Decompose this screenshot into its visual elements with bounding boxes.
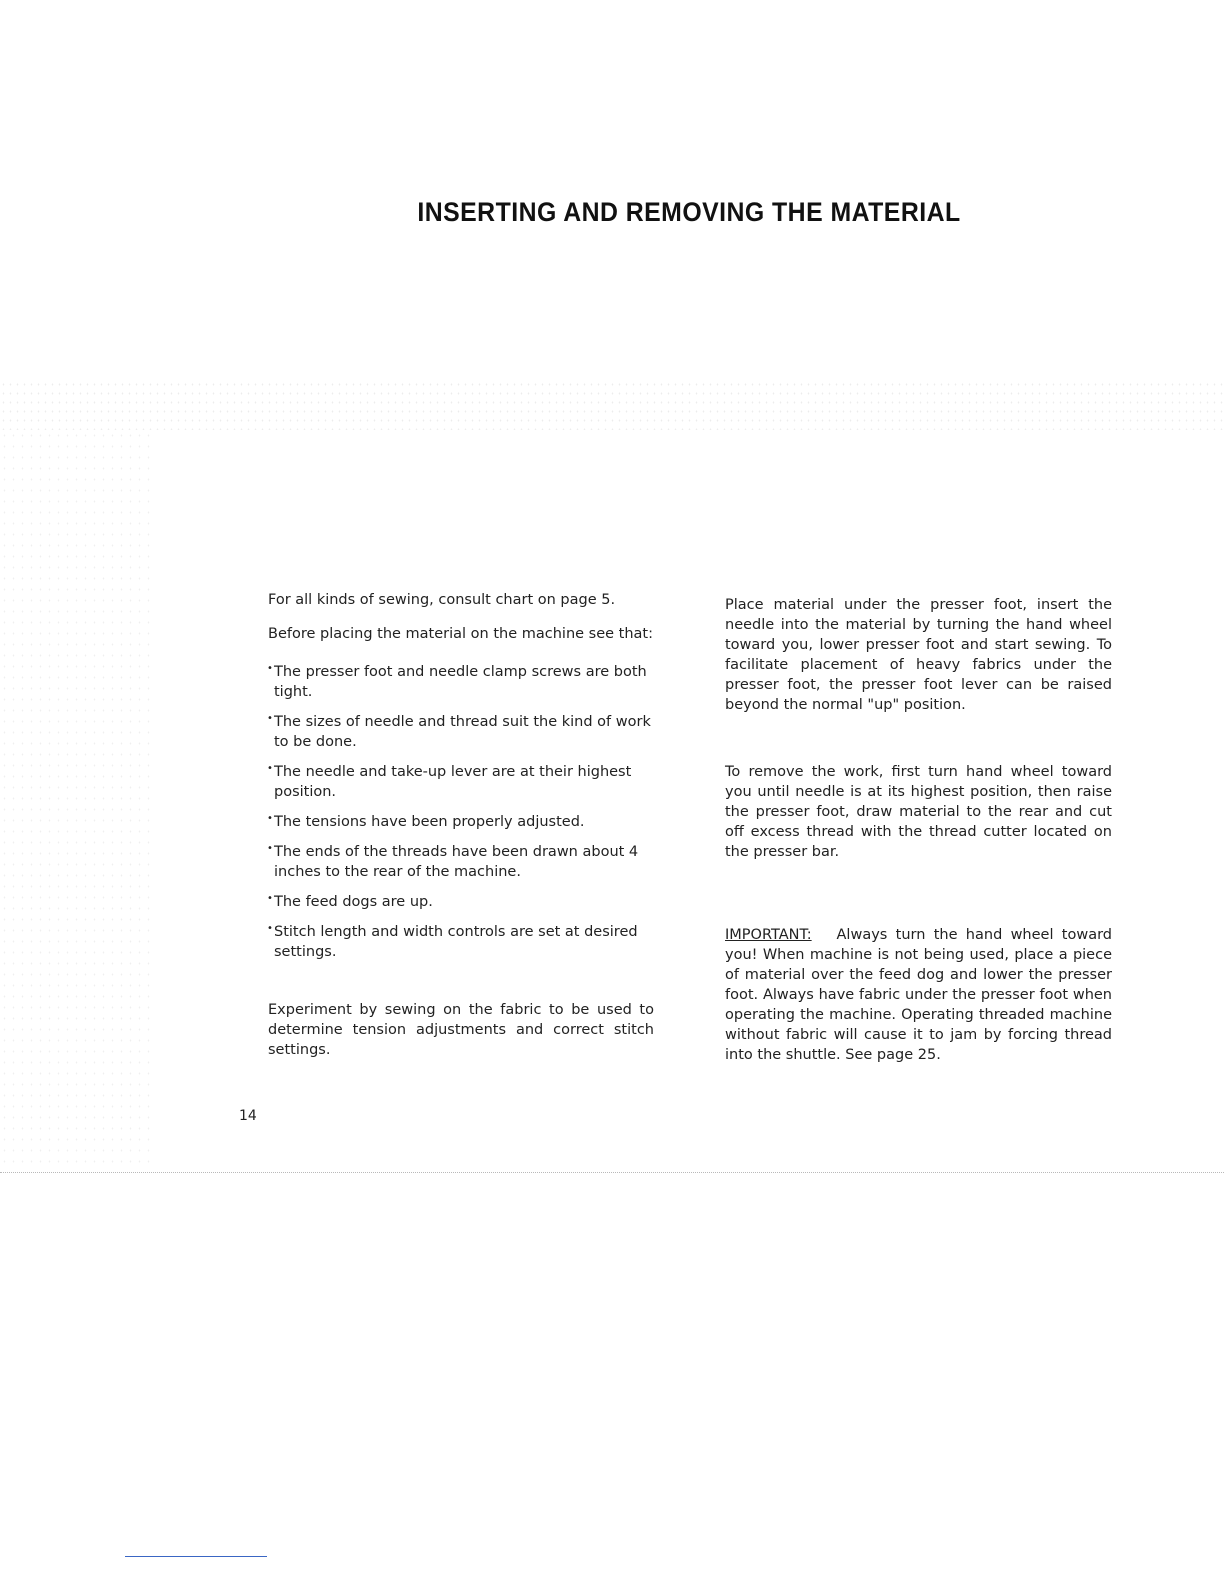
checklist-item-text: The feed dogs are up. — [274, 894, 433, 910]
checklist-item — [268, 842, 654, 882]
checklist-item-text: The ends of the threads have been drawn about 4 inches to the rear of the machine. — [274, 844, 639, 880]
checklist-item — [268, 712, 654, 752]
footer-link-line — [125, 1556, 267, 1557]
left-column — [268, 590, 654, 1060]
bullet-icon: • — [267, 663, 273, 674]
checklist-item — [268, 892, 654, 912]
checklist-item-text: The presser foot and needle clamp screws are both tight. — [274, 664, 647, 700]
bullet-icon: • — [267, 923, 273, 934]
checklist-item — [268, 922, 654, 962]
checklist — [268, 662, 654, 962]
before-placing-paragraph: Before placing the material on the machine see that: — [268, 626, 654, 642]
important-text: Always turn the hand wheel toward you! When machine is not being used, place a piece of material over the feed dog and lower the presser foot. Always have fabric under the presser foot when operating the machine. Operating threaded machine without fabric will cause it to jam by forcing thread into the shuttle. See page 25. — [725, 927, 1112, 1063]
page-title: INSERTING AND REMOVING THE MATERIAL — [417, 197, 961, 227]
important-label: IMPORTANT: — [725, 927, 812, 943]
checklist-item-text: The sizes of needle and thread suit the kind of work to be done. — [274, 714, 651, 750]
removing-paragraph: To remove the work, first turn hand wheel toward you until needle is at its highest position, then raise the presser foot, draw material to the rear and cut off excess thread with the thread cutter located on the presser bar. — [725, 764, 1112, 860]
checklist-item — [268, 662, 654, 702]
placing-paragraph: Place material under the presser foot, insert the needle into the material by turning the hand wheel toward you, lower presser foot and start sewing. To facilitate placement of heavy fabrics under the presser foot, the presser foot lever can be raised beyond the normal "up" position. — [725, 597, 1112, 713]
checklist-item-text: Stitch length and width controls are set at desired settings. — [274, 924, 638, 960]
experiment-paragraph: Experiment by sewing on the fabric to be used to determine tension adjustments and correct stitch settings. — [268, 1002, 654, 1058]
checklist-item-text: The tensions have been properly adjusted. — [274, 814, 585, 830]
page-number: 14 — [239, 1108, 257, 1124]
scan-speckle-top — [0, 380, 1224, 430]
bullet-icon: • — [267, 713, 273, 724]
bullet-icon: • — [267, 893, 273, 904]
scan-speckle-left — [0, 430, 150, 1170]
checklist-item — [268, 762, 654, 802]
important-paragraph — [725, 925, 1112, 1065]
bottom-rule — [0, 1172, 1224, 1173]
intro-paragraph: For all kinds of sewing, consult chart on page 5. — [268, 592, 616, 608]
bullet-icon: • — [267, 843, 273, 854]
checklist-item — [268, 812, 654, 832]
right-column — [725, 595, 1112, 1065]
bullet-icon: • — [267, 813, 273, 824]
bullet-icon: • — [267, 763, 273, 774]
checklist-item-text: The needle and take-up lever are at their highest position. — [274, 764, 632, 800]
